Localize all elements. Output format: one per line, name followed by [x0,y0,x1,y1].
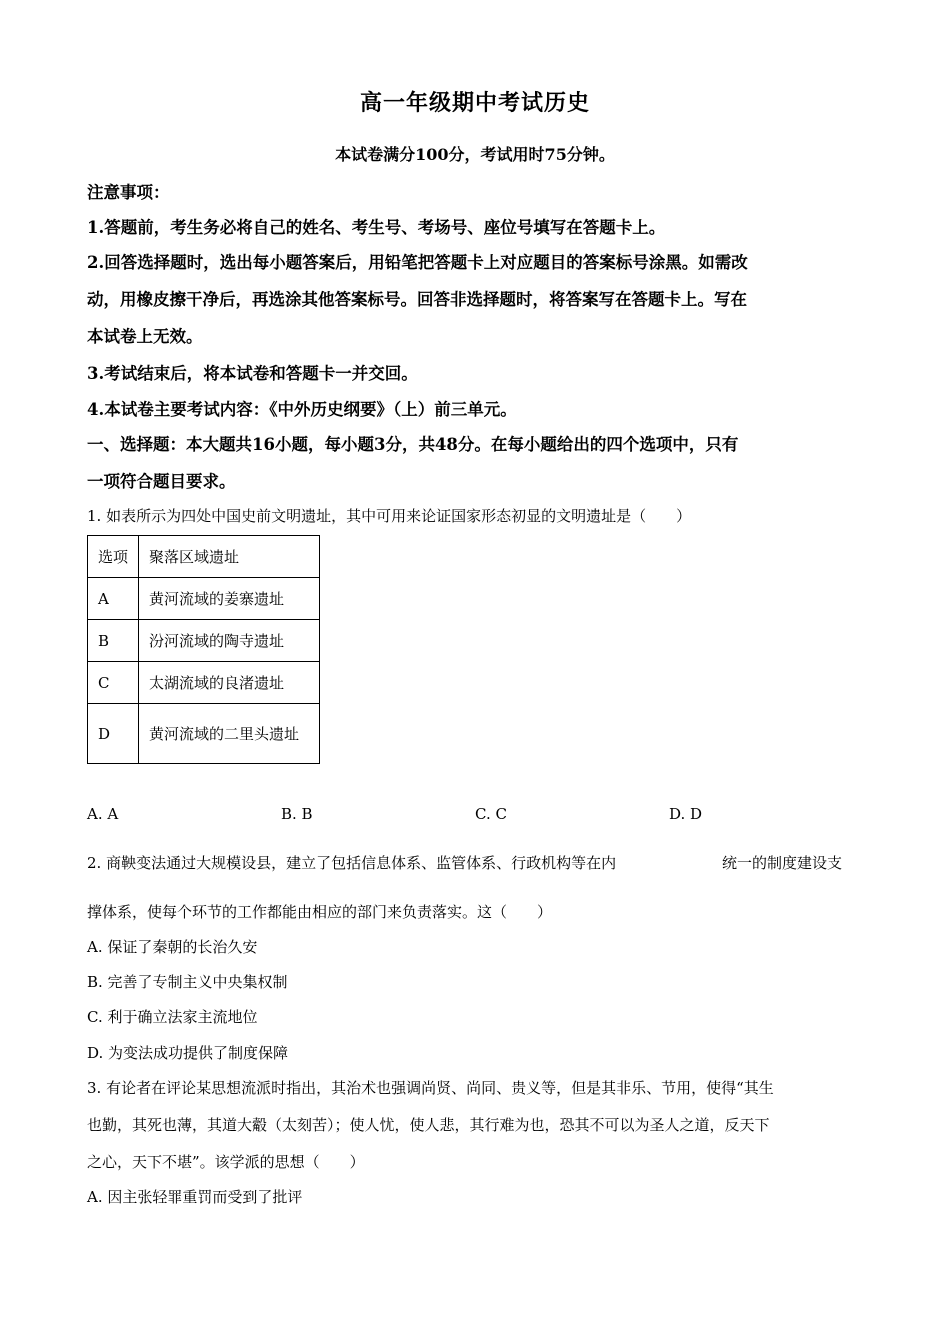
table-header-cell: 聚落区域遗址 [139,536,320,578]
q2-option-b[interactable]: B. 完善了专制主义中央集权制 [87,973,288,991]
table-cell: 太湖流域的良渚遗址 [139,662,320,704]
q2-stem-part-2: 统一的制度建设支 [722,854,843,872]
table-row [88,620,320,662]
notes-item-3: 3.考试结束后，将本试卷和答题卡一并交回。 [87,364,418,383]
q1-stem: 1. 如表所示为四处中国史前文明遗址，其中可用来论证国家形态初显的文明遗址是（ ） [87,507,692,525]
table-row [88,578,320,620]
section-1-heading-line-2: 一项符合题目要求。 [87,472,236,491]
q2-stem-part-1: 2. 商鞅变法通过大规模设县，建立了包括信息体系、监管体系、行政机构等在内 [87,854,617,872]
notes-item-2-line-1: 2.回答选择题时，选出每小题答案后，用铅笔把答题卡上对应题目的答案标号涂黑。如需改 [87,253,748,272]
notes-item-1: 1.答题前，考生务必将自己的姓名、考生号、考场号、座位号填写在答题卡上。 [87,218,666,237]
table-header-cell: 选项 [88,536,139,578]
notes-item-2-line-2: 动，用橡皮擦干净后，再选涂其他答案标号。回答非选择题时，将答案写在答题卡上。写在 [87,290,747,309]
q3-stem-line-1: 3. 有论者在评论某思想流派时指出，其治术也强调尚贤、尚同、贵义等，但是其非乐、节用，使得“其生 [87,1079,774,1097]
table-cell: 黄河流域的二里头遗址 [139,704,320,764]
exam-subtitle: 本试卷满分100分，考试用时75分钟。 [335,145,615,164]
table-cell: C [88,662,139,704]
notes-item-2-line-3: 本试卷上无效。 [87,327,203,346]
table-row [88,704,320,764]
q3-stem-line-3: 之心，天下不堪”。该学派的思想（ ） [87,1153,365,1171]
q2-option-d[interactable]: D. 为变法成功提供了制度保障 [87,1044,289,1062]
q1-table [87,535,320,764]
q1-option-c[interactable]: C. C [475,805,507,823]
table-cell: 汾河流域的陶寺遗址 [139,620,320,662]
table-cell: D [88,704,139,764]
q2-option-a[interactable]: A. 保证了秦朝的长治久安 [87,938,258,956]
table-cell: 黄河流域的姜寨遗址 [139,578,320,620]
q2-option-c[interactable]: C. 利于确立法家主流地位 [87,1008,258,1026]
q1-option-a[interactable]: A. A [87,805,119,823]
q3-option-a[interactable]: A. 因主张轻罪重罚而受到了批评 [87,1188,303,1206]
q3-stem-line-2: 也勤，其死也薄，其道大觳（太刻苦）；使人忧，使人悲，其行难为也，恐其不可以为圣人之道，反天下 [87,1116,770,1134]
table-row [88,662,320,704]
page-title: 高一年级期中考试历史 [359,90,590,116]
notes-item-4: 4.本试卷主要考试内容：《中外历史纲要》（上）前三单元。 [87,400,517,419]
q1-option-b[interactable]: B. B [281,805,313,823]
table-header-row [88,536,320,578]
table-cell: A [88,578,139,620]
section-1-heading-line-1: 一、选择题：本大题共16小题，每小题3分，共48分。在每小题给出的四个选项中，只有 [87,435,739,454]
table-cell: B [88,620,139,662]
q2-stem-line-2: 撑体系，使每个环节的工作都能由相应的部门来负责落实。这（ ） [87,903,553,921]
notes-heading: 注意事项： [87,183,170,202]
q1-option-d[interactable]: D. D [669,805,703,823]
